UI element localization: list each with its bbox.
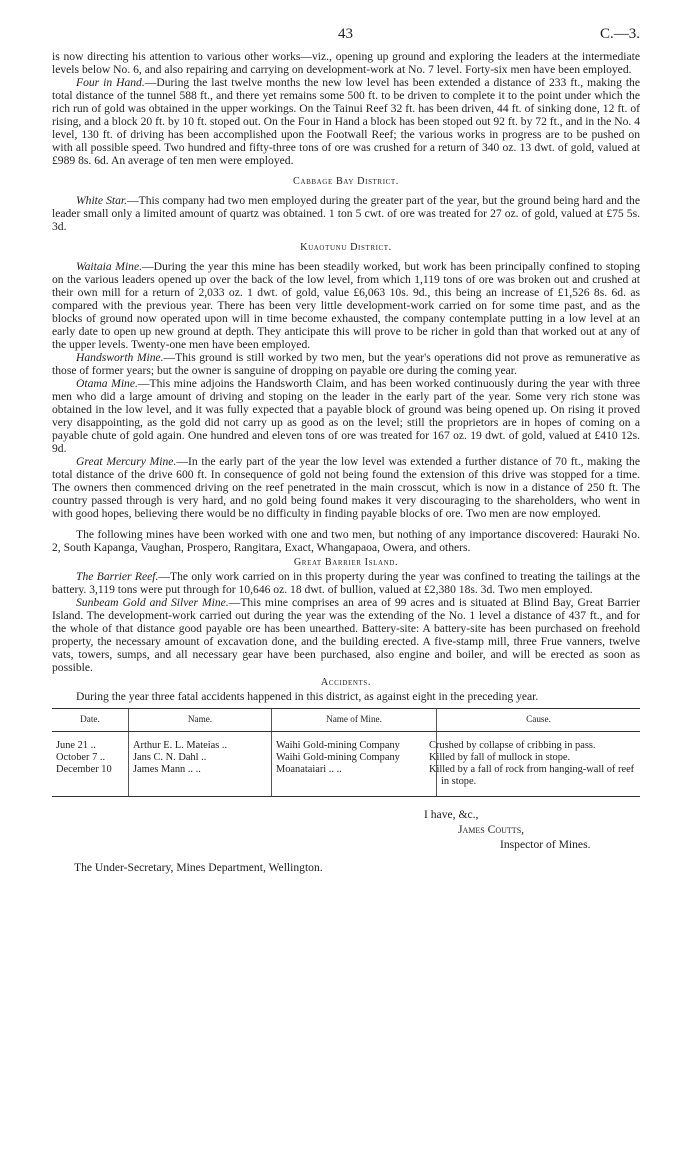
cell-mine: Moanataiari .. .. [272, 764, 437, 797]
section-heading-cabbage-bay: Cabbage Bay District. [293, 176, 399, 187]
cell-date: December 10 [52, 764, 129, 797]
paragraph-text: —This mine adjoins the Handsworth Claim, and has been worked continuously during the year with three men who did a large amount of driving and stoping on the leader in the early part of the year. Some very rich stone was obtained in the low level, and it was fully expected that a payable block of ground was being opened up. On rising it proved very disappointing, as the gold did not carry up as good as on the level; still the proprietors are in hopes of coming on a payable chute of gold again. One hundred and eleven tons of ore was treated for 167 oz. 19 dwt. of gold, valued at £410 12s. 9d. [52, 377, 640, 455]
mine-title: Otama Mine. [76, 377, 138, 390]
paragraph-handsworth [52, 351, 640, 377]
signature-title: Inspector of Mines. [500, 838, 591, 851]
table-header-row [52, 709, 640, 732]
table-row [52, 752, 640, 764]
signature-salutation: I have, &c., [424, 808, 479, 821]
paragraph-barrier-reef [52, 570, 640, 596]
section-heading-accidents: Accidents. [320, 677, 372, 688]
section-heading-great-barrier: Great Barrier Island. [293, 557, 399, 568]
paragraph-otama [52, 377, 640, 455]
paragraph-continuation: is now directing his attention to various other works—viz., opening up ground and exploring the leaders at the intermediate levels below No. 6, and also repairing and carrying on development-work at No. 7 level. Forty-six men have been employed. [52, 50, 640, 76]
page-number: 43 [338, 26, 353, 42]
paragraph-text: —During the year this mine has been steadily worked, but work has been principally confined to stoping on the various leaders opened up over the back of the low level, from which 1,119 tons of ore was broken out and crushed at their own mill for a return of 2,033 oz. 1 dwt. of gold, value £6,063 10s. 9d., this being an increase of £1,526 8s. 6d. as compared with the previous year. There has been very little development-work carried on for some time past, and as the blocks of ground now operated upon will in time become exhausted, the company contemplate putting in a low level at an early date to open up new ground at depth. They anticipate this will prove to be richer in gold than that worked out at any of the upper levels. Twenty-one men have been employed. [52, 260, 641, 351]
addressee: The Under-Secretary, Mines Department, Wellington. [74, 861, 323, 874]
cell-cause: Killed by a fall of rock from hanging-wall of reef in stope. [437, 764, 641, 797]
mine-title: Waitaia Mine. [76, 260, 143, 273]
paragraph-text: —This mine comprises an area of 99 acres and is situated at Blind Bay, Great Barrier Island. The development-work carried out during the year was the extending of the No. 1 level a distance of 437 ft., and for the whole of that distance good payable ore has been unearthed. Battery-site: A battery-site has been purchased on freehold property, the necessary amount of excavation done, and the building erected. A five-stamp mill, three Frue vanners, twelve vats, towers, sumps, and all necessary gear have been purchased, also engine and boiler, and will be erected as soon as possible. [52, 596, 640, 674]
cell-mine: Waihi Gold-mining Company [272, 752, 437, 764]
document-reference: C.—3. [599, 26, 640, 42]
column-header-cause: Cause. [437, 709, 641, 732]
paragraph-text: —In the early part of the year the low level was extended a further distance of 70 ft., making the total distance of the drive 600 ft. In consequence of gold not being found the extension of this drive was stopped for a time. The owners then commenced driving on the reef penetrated in the main crosscut, which is now in a distance of 250 ft. The country passed through is very hard, and no gold being found makes it very discouraging to the shareholders, who went in with good hopes, believing there would be no difficulty in finding payable blocks of ore. Two men are now employed. [52, 455, 640, 520]
paragraph-accidents: During the year three fatal accidents happened in this district, as against eight in the preceding year. [76, 690, 539, 703]
paragraph-white-star [52, 194, 640, 233]
paragraph-four-in-hand [52, 76, 640, 167]
cell-name: Arthur E. L. Mateias .. [129, 732, 272, 753]
cell-name: Jans C. N. Dahl .. [129, 752, 272, 764]
paragraph-great-mercury [52, 455, 640, 520]
mine-title: Handsworth Mine. [76, 351, 164, 364]
mine-title: Great Mercury Mine. [76, 455, 177, 468]
paragraph-sunbeam [52, 596, 640, 674]
page-header [52, 26, 640, 50]
paragraph-text: —This ground is still worked by two men, but the year's operations did not prove as remunerative as those of former years; but the owner is sanguine of dropping on payable ore during the coming year. [52, 351, 640, 377]
table-row [52, 732, 640, 753]
cell-cause: Killed by fall of mullock in stope. [437, 752, 641, 764]
column-header-date: Date. [52, 709, 129, 732]
document-page [52, 26, 640, 874]
mine-title: White Star. [76, 194, 128, 207]
column-header-mine: Name of Mine. [272, 709, 437, 732]
paragraph-text: —The only work carried on in this property during the year was confined to treating the tailings at the battery. 3,119 tons were put through for 10,646 oz. 18 dwt. of bullion, valued at £2,380 18s. 3d. Two men employed. [52, 570, 640, 596]
cell-date: October 7 .. [56, 752, 106, 763]
section-heading-kuaotunu: Kuaotunu District. [300, 242, 392, 253]
mine-title: Four in Hand. [76, 76, 145, 89]
cell-mine: Waihi Gold-mining Company [272, 732, 437, 753]
paragraph-other-mines: The following mines have been worked with one and two men, but nothing of any importance discovered: Hauraki No. 2, South Kapanga, Vaughan, Prospero, Rangitara, Exact, Whangapaoa, Owera, and others. [52, 528, 640, 554]
column-header-name: Name. [129, 709, 272, 732]
signature-block [52, 807, 640, 852]
paragraph-text: —During the last twelve months the new low level has been extended a distance of 233 ft., making the total distance of the tunnel 588 ft., and there yet remains some 500 ft. to be driven to complete it to the point under which the rich run of gold was obtained in the upper workings. On the Tainui Reef 32 ft. has been driven, 44 ft. of sinking done, 12 ft. of rising, and a block 20 ft. by 10 ft. stoped out. On the Four in Hand a block has been stoped out 92 ft. by 72 ft., and in the No. 4 level, 130 ft. of driving has been accomplished upon the Footwall Reef; the various works in progress are to be pushed on with all possible speed. Two hundred and fifty-three tons of ore was crushed for a return of 340 oz. 13 dwt. of gold, valued at £989 8s. 6d. An average of ten men were employed. [52, 76, 640, 167]
table-row [52, 764, 640, 797]
signature-name: James Coutts, [458, 823, 525, 836]
paragraph-text: —This company had two men employed during the greater part of the year, but the ground being hard and the leader small only a limited amount of quartz was obtained. 1 ton 5 cwt. of ore was treated for 27 oz. of gold, valued at £75 5s. 3d. [52, 194, 640, 233]
mine-title: The Barrier Reef. [76, 570, 159, 583]
mine-title: Sunbeam Gold and Silver Mine. [76, 596, 229, 609]
paragraph-waitaia [52, 260, 640, 351]
accidents-table [52, 708, 640, 797]
cell-cause: Crushed by collapse of cribbing in pass. [437, 732, 641, 753]
cell-date: June 21 .. [56, 740, 96, 751]
cell-name: James Mann .. .. [129, 764, 272, 797]
